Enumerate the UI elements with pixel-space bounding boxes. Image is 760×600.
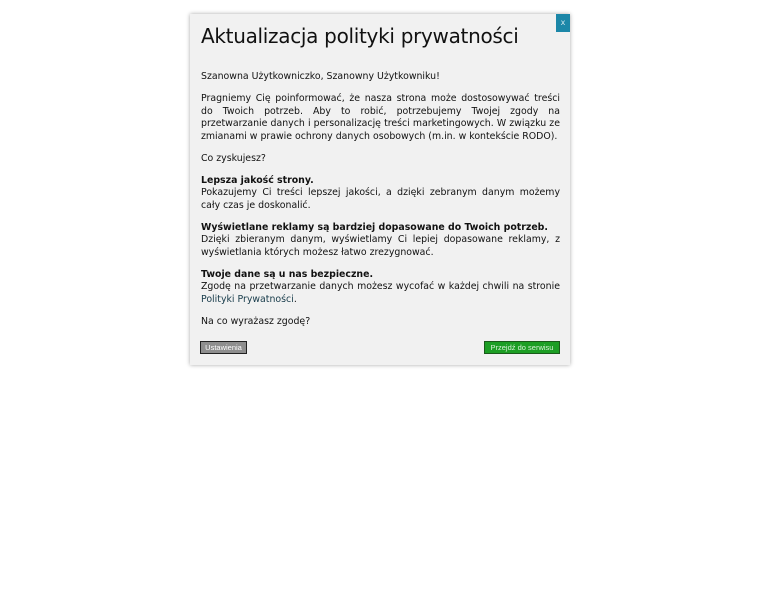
modal-title: Aktualizacja polityki prywatności <box>201 24 519 48</box>
accept-button[interactable]: Przejdź do serwisu <box>484 341 560 354</box>
greeting-text: Szanowna Użytkowniczko, Szanowny Użytkowniku! <box>201 71 440 82</box>
intro-paragraph: Pragniemy Cię poinformować, że nasza strona może dostosowywać treści do Twoich potrzeb. Aby to robić, potrzebujemy Twojej zgody na przetwarzanie danych i personalizację treści marketingowych. W związku ze zmianami w prawie ochrony danych osobowych (m.in. w kontekście RODO). <box>201 93 560 142</box>
close-button[interactable]: x <box>556 14 570 32</box>
safety-heading: Twoje dane są u nas bezpieczne. <box>201 268 374 280</box>
benefit-quality-text: Pokazujemy Ci treści lepszej jakości, a dzięki zebranym danym możemy cały czas je doskonalić. <box>201 187 560 211</box>
question-gain: Co zyskujesz? <box>201 152 266 164</box>
safety-section <box>201 269 560 307</box>
privacy-policy-link[interactable]: Polityki Prywatności <box>201 293 294 305</box>
benefit-quality-heading: Lepsza jakość strony. <box>201 174 314 186</box>
benefit-ads <box>201 222 560 260</box>
safety-text-end: . <box>293 293 297 305</box>
modal-content <box>201 71 560 338</box>
settings-button[interactable]: Ustawienia <box>200 341 247 354</box>
privacy-consent-modal <box>190 14 570 365</box>
safety-text: Zgodę na przetwarzanie danych możesz wycofać w każdej chwili na stronie <box>201 281 560 292</box>
benefit-ads-text: Dzięki zbieranym danym, wyświetlamy Ci lepiej dopasowane reklamy, z wyświetlania których możesz łatwo zrezygnować. <box>201 234 560 258</box>
benefit-quality <box>201 175 560 213</box>
benefit-ads-heading: Wyświetlane reklamy są bardziej dopasowane do Twoich potrzeb. <box>201 221 548 233</box>
question-consent: Na co wyrażasz zgodę? <box>201 315 311 327</box>
